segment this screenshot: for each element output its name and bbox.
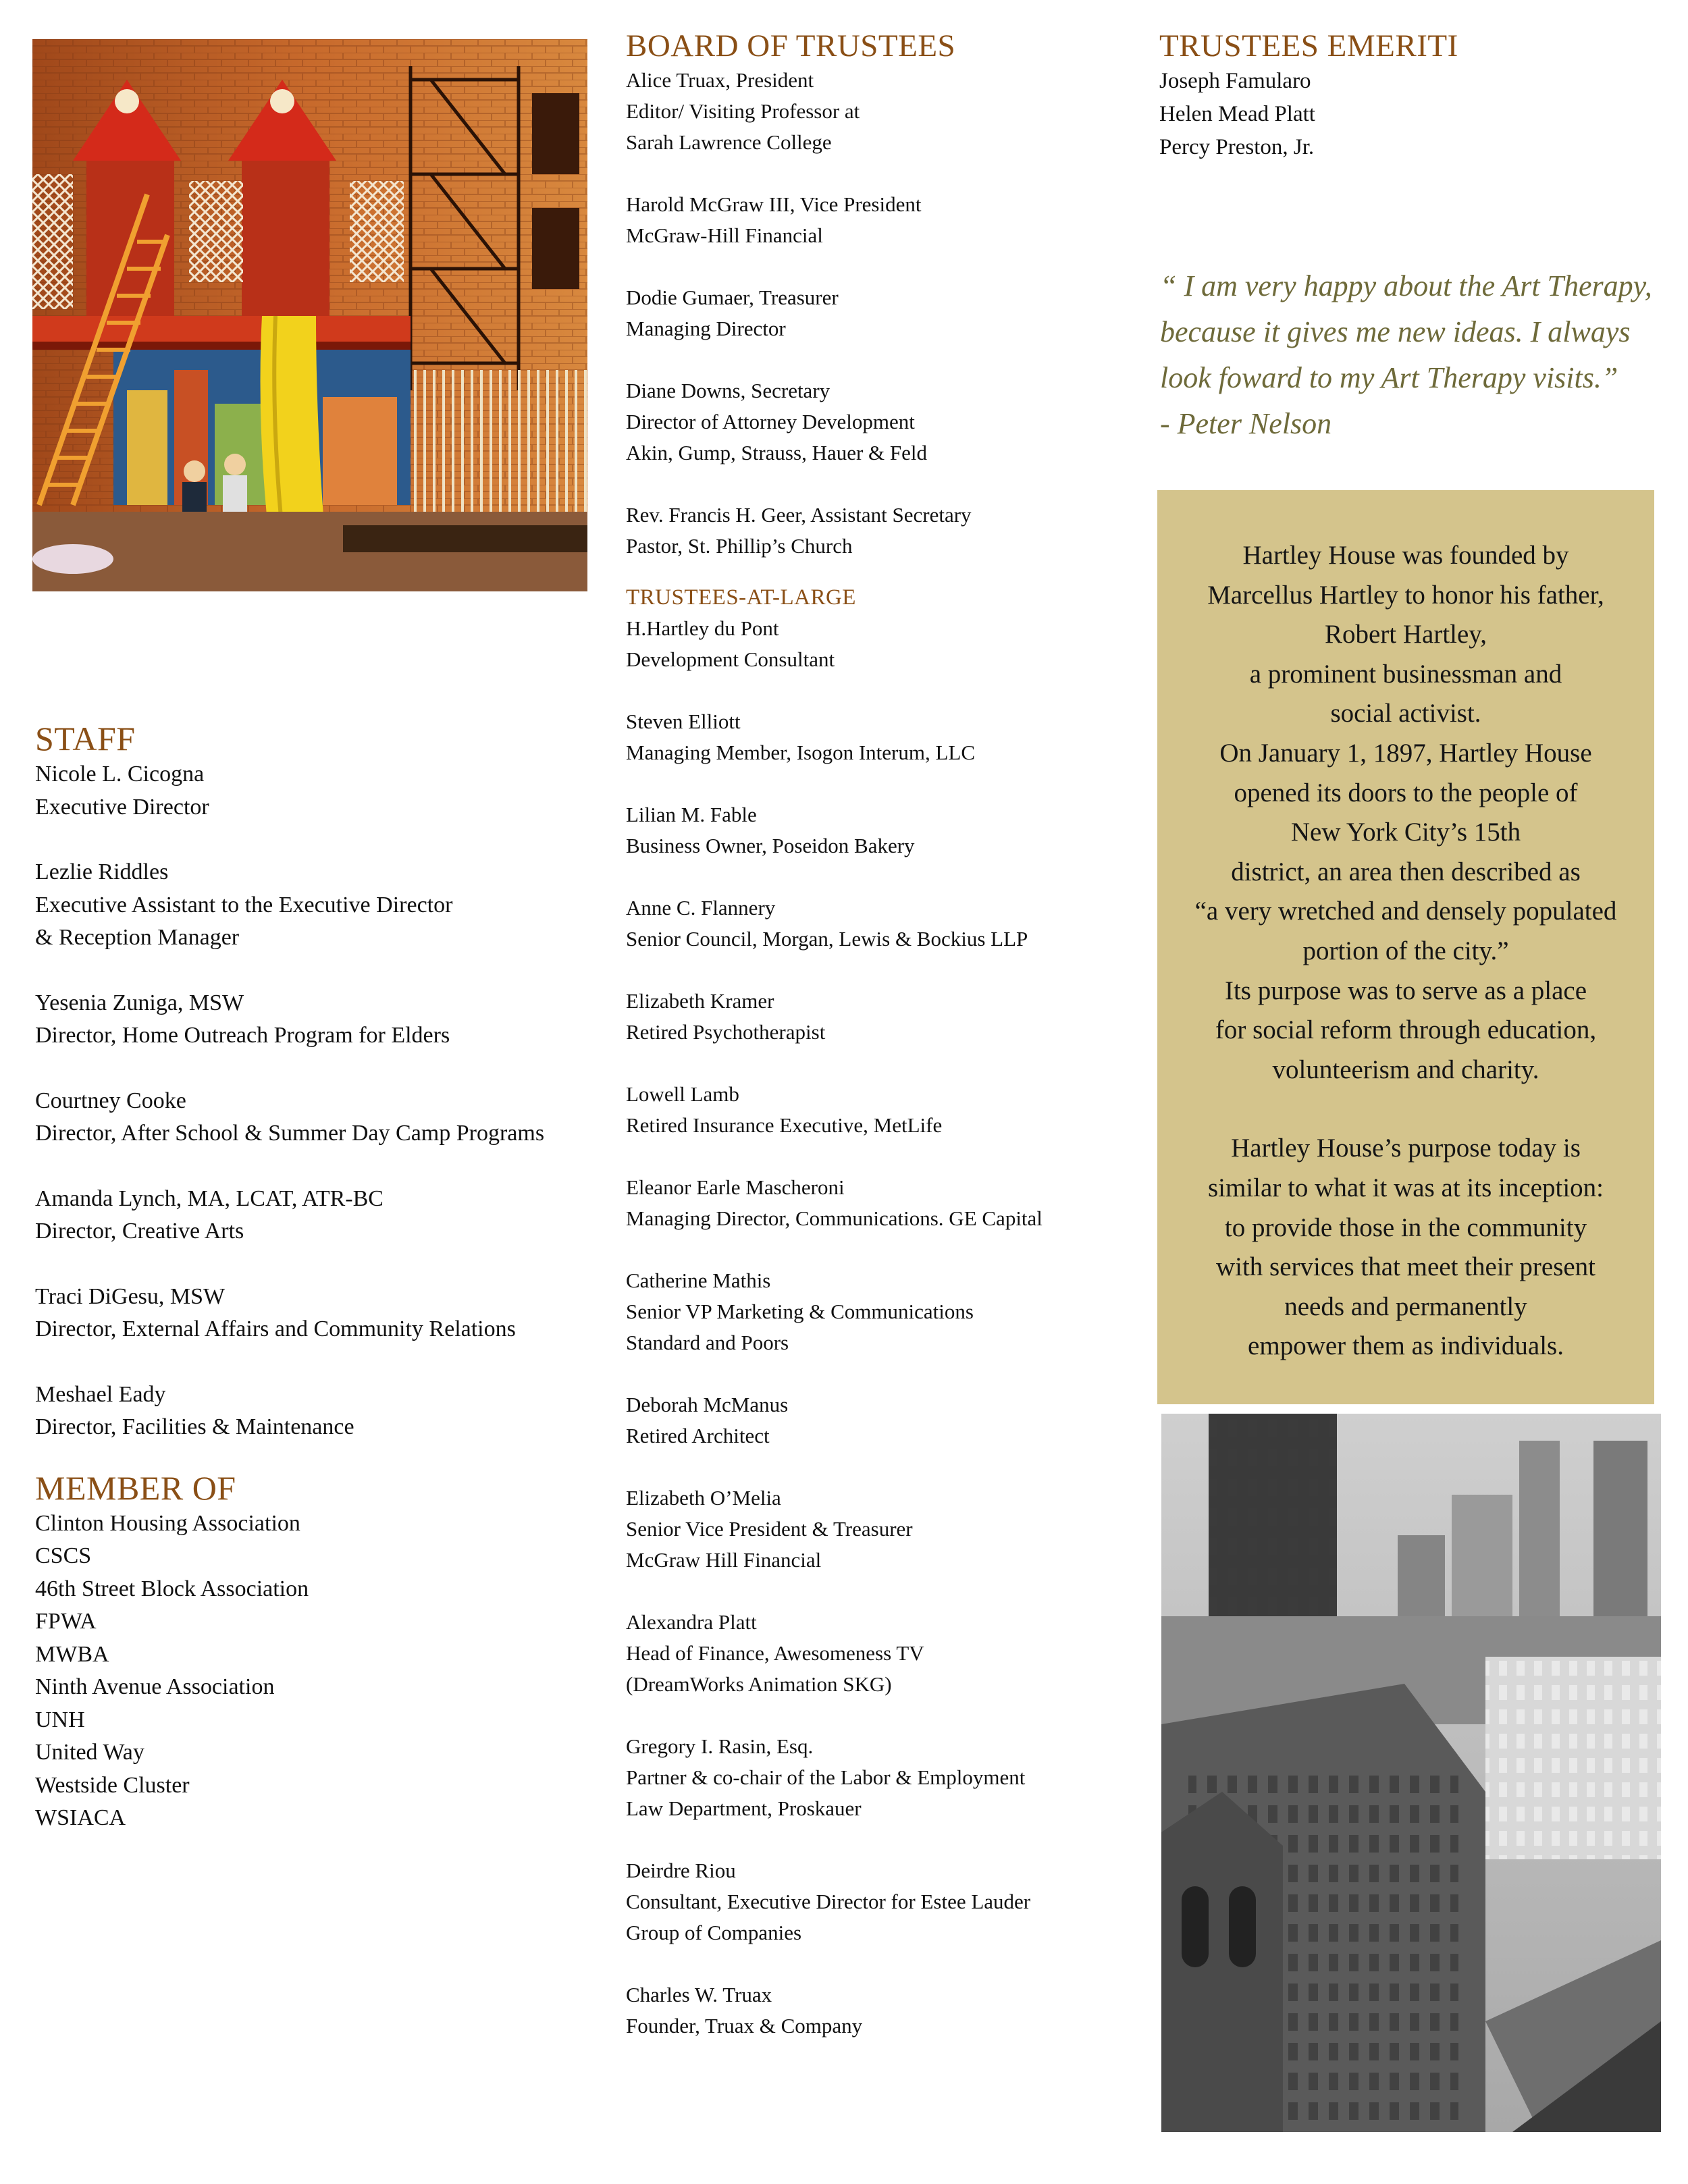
staff-member [35, 1183, 609, 1248]
quote-line: look foward to my Art Therapy visits.” [1160, 361, 1618, 394]
emeriti-list [1159, 65, 1672, 164]
history-paragraph [1157, 1129, 1654, 1366]
staff-member [35, 758, 609, 824]
staff-title: Executive Director [35, 794, 209, 820]
trustee-line: McGraw-Hill Financial [626, 223, 823, 247]
trustee-entry [626, 189, 1139, 251]
staff-list [35, 758, 609, 1444]
trustee-line: Alice Truax, President [626, 68, 814, 92]
history-line: to provide those in the community [1224, 1213, 1587, 1242]
staff-name: Meshael Eady [35, 1381, 166, 1407]
trustee-line: Senior Council, Morgan, Lewis & Bockius LLP [626, 927, 1028, 951]
trustee-entry [626, 1265, 1139, 1358]
emeriti-section [1159, 27, 1672, 164]
trustee-line: Sarah Lawrence College [626, 130, 832, 154]
history-line: New York City’s 15th [1290, 818, 1521, 847]
history-line: district, an area then described as [1231, 857, 1581, 886]
trustee-entry [626, 613, 1139, 675]
trustee-line: Pastor, St. Phillip’s Church [626, 534, 853, 558]
trustee-entry [626, 1483, 1139, 1576]
trustee-line: H.Hartley du Pont [626, 616, 779, 640]
staff-member [35, 1085, 609, 1150]
trustee-line: Rev. Francis H. Geer, Assistant Secretary [626, 503, 972, 527]
trustee-line: Director of Attorney Development [626, 410, 915, 433]
trustee-line: (DreamWorks Animation SKG) [626, 1672, 892, 1696]
trustee-entry [626, 893, 1139, 955]
history-paragraph [1157, 536, 1654, 1090]
trustee-line: Managing Director, Communications. GE Capital [626, 1206, 1043, 1230]
trustee-entry [626, 375, 1139, 469]
trustee-line: Business Owner, Poseidon Bakery [626, 834, 915, 857]
staff-member [35, 1281, 609, 1346]
emeritus-name: Helen Mead Platt [1159, 102, 1315, 126]
history-line: “a very wretched and densely populated [1194, 897, 1617, 926]
history-line: for social reform through education, [1215, 1015, 1597, 1045]
history-line: needs and permanently [1284, 1291, 1527, 1321]
historic-building-photo [1161, 1414, 1661, 2132]
trustee-line: Elizabeth Kramer [626, 989, 774, 1013]
trustee-line: Harold McGraw III, Vice President [626, 192, 922, 216]
list-item: MWBA [35, 1641, 109, 1667]
trustee-line: Retired Insurance Executive, MetLife [626, 1113, 943, 1137]
trustee-line: Development Consultant [626, 647, 835, 671]
board-heading: BOARD OF TRUSTEES [626, 28, 956, 63]
trustee-line: Head of Finance, Awesomeness TV [626, 1641, 924, 1665]
board-section [626, 27, 1139, 2073]
trustee-line: Lilian M. Fable [626, 803, 757, 826]
staff-name: Yesenia Zuniga, MSW [35, 990, 244, 1015]
trustee-line: Group of Companies [626, 1921, 802, 1944]
staff-title: Director, After School & Summer Day Camp Programs [35, 1121, 545, 1146]
trustee-line: Steven Elliott [626, 710, 741, 733]
trustee-line: Consultant, Executive Director for Estee Lauder [626, 1890, 1031, 1913]
trustee-line: Dodie Gumaer, Treasurer [626, 286, 839, 309]
trustee-entry [626, 986, 1139, 1048]
history-line: opened its doors to the people of [1234, 778, 1578, 807]
staff-title: Director, Creative Arts [35, 1219, 244, 1244]
list-item: UNH [35, 1707, 85, 1732]
trustee-entry [626, 1731, 1139, 1824]
trustee-line: Gregory I. Rasin, Esq. [626, 1734, 814, 1758]
list-item: CSCS [35, 1543, 92, 1568]
list-item: Westside Cluster [35, 1772, 190, 1798]
emeritus-name: Joseph Famularo [1159, 69, 1311, 93]
trustee-line: Law Department, Proskauer [626, 1796, 862, 1820]
at-large-list [626, 613, 1139, 2042]
emeriti-heading: TRUSTEES EMERITI [1159, 28, 1458, 63]
history-line: volunteerism and charity. [1272, 1055, 1539, 1084]
list-item: United Way [35, 1740, 144, 1765]
trustee-line: Akin, Gump, Strauss, Hauer & Feld [626, 441, 928, 464]
trustee-line: Charles W. Truax [626, 1983, 772, 2006]
trustee-entry [626, 500, 1139, 562]
staff-name: Traci DiGesu, MSW [35, 1283, 226, 1309]
staff-member [35, 856, 609, 955]
staff-title: Executive Assistant to the Executive Director [35, 892, 453, 917]
staff-member [35, 1379, 609, 1444]
quote-attribution: - Peter Nelson [1160, 407, 1332, 440]
list-item: FPWA [35, 1609, 97, 1634]
member-of-heading: MEMBER OF [35, 1468, 236, 1507]
trustee-line: Alexandra Platt [626, 1610, 757, 1634]
quote-line: “ I am very happy about the Art Therapy, [1160, 269, 1652, 302]
list-item: Ninth Avenue Association [35, 1674, 275, 1699]
trustee-line: Senior Vice President & Treasurer [626, 1517, 913, 1541]
trustee-line: Eleanor Earle Mascheroni [626, 1175, 845, 1199]
history-line: empower them as individuals. [1248, 1331, 1564, 1361]
quote-line: because it gives me new ideas. I always [1160, 315, 1631, 348]
trustee-entry [626, 706, 1139, 768]
history-box [1157, 490, 1654, 1404]
trustee-entry [626, 1607, 1139, 1700]
history-line: with services that meet their present [1215, 1252, 1596, 1282]
officer-list [626, 65, 1139, 562]
trustee-line: Retired Psychotherapist [626, 1020, 826, 1044]
playground-photo [32, 39, 587, 591]
trustee-line: Lowell Lamb [626, 1082, 739, 1106]
list-item: WSIACA [35, 1805, 126, 1830]
trustee-line: Elizabeth O’Melia [626, 1486, 781, 1510]
list-item: 46th Street Block Association [35, 1576, 309, 1601]
trustee-entry [626, 799, 1139, 861]
staff-title: & Reception Manager [35, 925, 240, 950]
trustee-line: Deirdre Riou [626, 1859, 736, 1882]
history-line: portion of the city.” [1302, 936, 1509, 965]
trustee-line: Founder, Truax & Company [626, 2014, 863, 2037]
trustee-line: Retired Architect [626, 1424, 770, 1447]
trustee-entry [626, 1979, 1139, 2042]
staff-title: Director, External Affairs and Community Relations [35, 1316, 516, 1341]
trustee-entry [626, 1855, 1139, 1948]
list-item: Clinton Housing Association [35, 1510, 300, 1536]
emeritus-name: Percy Preston, Jr. [1159, 135, 1315, 159]
history-line: Hartley House was founded by [1242, 541, 1569, 570]
trustee-line: Diane Downs, Secretary [626, 379, 830, 402]
member-of-list [35, 1508, 609, 1835]
trustee-entry [626, 1389, 1139, 1451]
history-line: similar to what it was at its inception: [1208, 1173, 1604, 1202]
history-line: Its purpose was to serve as a place [1224, 976, 1587, 1005]
history-line: Robert Hartley, [1324, 620, 1487, 649]
staff-name: Courtney Cooke [35, 1088, 186, 1113]
at-large-heading: TRUSTEES-AT-LARGE [626, 585, 856, 610]
staff-title: Director, Home Outreach Program for Elders [35, 1023, 450, 1048]
trustee-line: Standard and Poors [626, 1331, 789, 1354]
trustee-line: Managing Director [626, 317, 786, 340]
trustee-line: Managing Member, Isogon Interum, LLC [626, 741, 976, 764]
trustee-entry [626, 1172, 1139, 1234]
trustee-entry [626, 1079, 1139, 1141]
staff-section [35, 719, 609, 1835]
trustee-line: Editor/ Visiting Professor at [626, 99, 860, 123]
trustee-line: McGraw Hill Financial [626, 1548, 822, 1572]
history-line: Hartley House’s purpose today is [1231, 1134, 1581, 1163]
staff-name: Amanda Lynch, MA, LCAT, ATR-BC [35, 1186, 384, 1211]
trustee-line: Deborah McManus [626, 1393, 789, 1416]
trustee-entry [626, 65, 1139, 158]
staff-heading: STAFF [35, 720, 136, 757]
history-line: On January 1, 1897, Hartley House [1219, 738, 1592, 768]
trustee-line: Partner & co-chair of the Labor & Employment [626, 1765, 1026, 1789]
staff-name: Lezlie Riddles [35, 859, 169, 884]
staff-title: Director, Facilities & Maintenance [35, 1414, 354, 1439]
history-line: a prominent businessman and [1249, 659, 1562, 689]
trustee-line: Senior VP Marketing & Communications [626, 1300, 974, 1323]
trustee-line: Anne C. Flannery [626, 896, 776, 920]
history-line: Marcellus Hartley to honor his father, [1207, 580, 1604, 610]
testimonial-quote [1160, 263, 1673, 447]
staff-name: Nicole L. Cicogna [35, 762, 205, 787]
trustee-entry [626, 282, 1139, 344]
history-line: social activist. [1330, 699, 1481, 728]
staff-member [35, 987, 609, 1053]
trustee-line: Catherine Mathis [626, 1269, 771, 1292]
